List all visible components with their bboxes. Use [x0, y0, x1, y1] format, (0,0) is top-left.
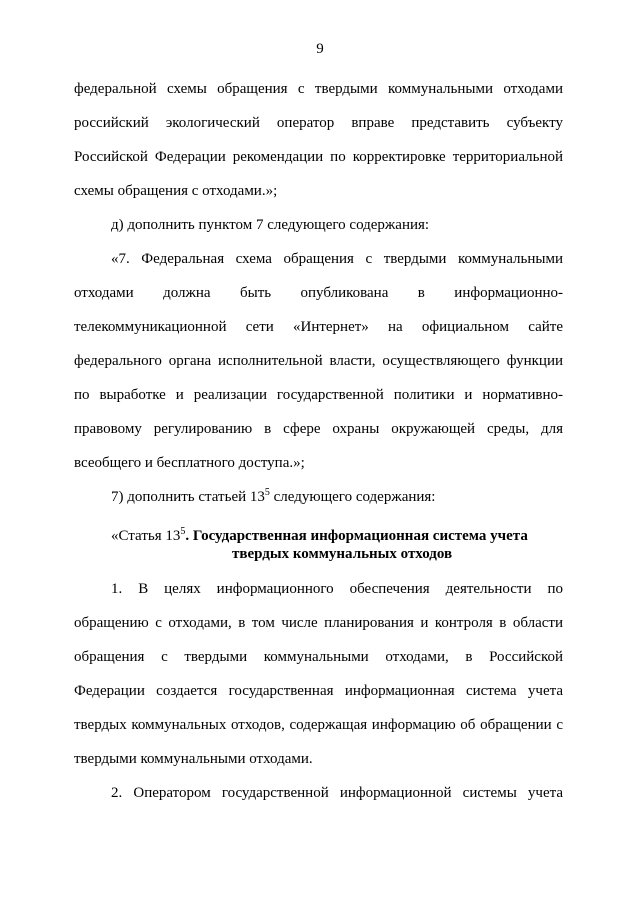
heading-line: [74, 545, 563, 563]
text-fragment: 7) дополнить статьей 13: [111, 489, 265, 505]
text-line: всеобщего и бесплатного доступа.»;: [74, 455, 305, 471]
paragraph-point-7: [74, 242, 563, 480]
text-line: 2. Оператором государственной информационной системы учета: [111, 785, 563, 801]
text-line: правовому регулированию в сфере охраны окружающей среды, для: [74, 421, 563, 437]
heading-line: [74, 527, 563, 545]
superscript: 5: [264, 487, 270, 498]
text-line: твердых коммунальных отходов, содержащая информацию об обращении с: [74, 717, 563, 733]
text-line: Федерации создается государственная информационная система учета: [74, 683, 563, 699]
text-line: российский экологический оператор вправе представить субъекту: [74, 115, 563, 131]
paragraph-clause-2: [74, 776, 563, 810]
paragraph-clause-1: [74, 572, 563, 776]
text-line: федерального органа исполнительной власти, осуществляющего функции: [74, 353, 563, 369]
text-line: 1. В целях информационного обеспечения деятельности по: [111, 581, 563, 597]
page-number: 9: [316, 41, 324, 57]
document-body: [74, 72, 563, 810]
text-line: «7. Федеральная схема обращения с твердыми коммунальными: [111, 251, 563, 267]
paragraph-continuation: [74, 72, 563, 208]
article-title: Государственная информационная система учета: [189, 528, 528, 544]
text-line: федеральной схемы обращения с твердыми коммунальными отходами: [74, 81, 563, 97]
text-line: телекоммуникационной сети «Интернет» на официальном сайте: [74, 319, 563, 335]
text-line: по выработке и реализации государственной политики и нормативно-: [74, 387, 563, 403]
article-prefix: «Статья 13: [111, 528, 181, 544]
article-dot: .: [185, 528, 190, 544]
paragraph-amendment-7: [74, 480, 563, 514]
text-fragment: следующего содержания:: [269, 489, 436, 505]
paragraph-amendment-d: [74, 208, 563, 242]
text-line: Российской Федерации рекомендации по корректировке территориальной: [74, 149, 563, 165]
text-line: [74, 480, 563, 514]
text-line: схемы обращения с отходами.»;: [74, 183, 278, 199]
superscript: 5: [180, 526, 186, 537]
article-title-cont: твердых коммунальных отходов: [232, 546, 453, 562]
text-line: д) дополнить пунктом 7 следующего содержания:: [111, 217, 430, 233]
text-line: твердыми коммунальными отходами.: [74, 751, 313, 767]
text-line: обращению с отходами, в том числе планирования и контроля в области: [74, 615, 563, 631]
text-line: отходами должна быть опубликована в информационно-: [74, 285, 563, 301]
article-heading: [74, 519, 563, 572]
text-line: обращения с твердыми коммунальными отходами, в Российской: [74, 649, 563, 665]
